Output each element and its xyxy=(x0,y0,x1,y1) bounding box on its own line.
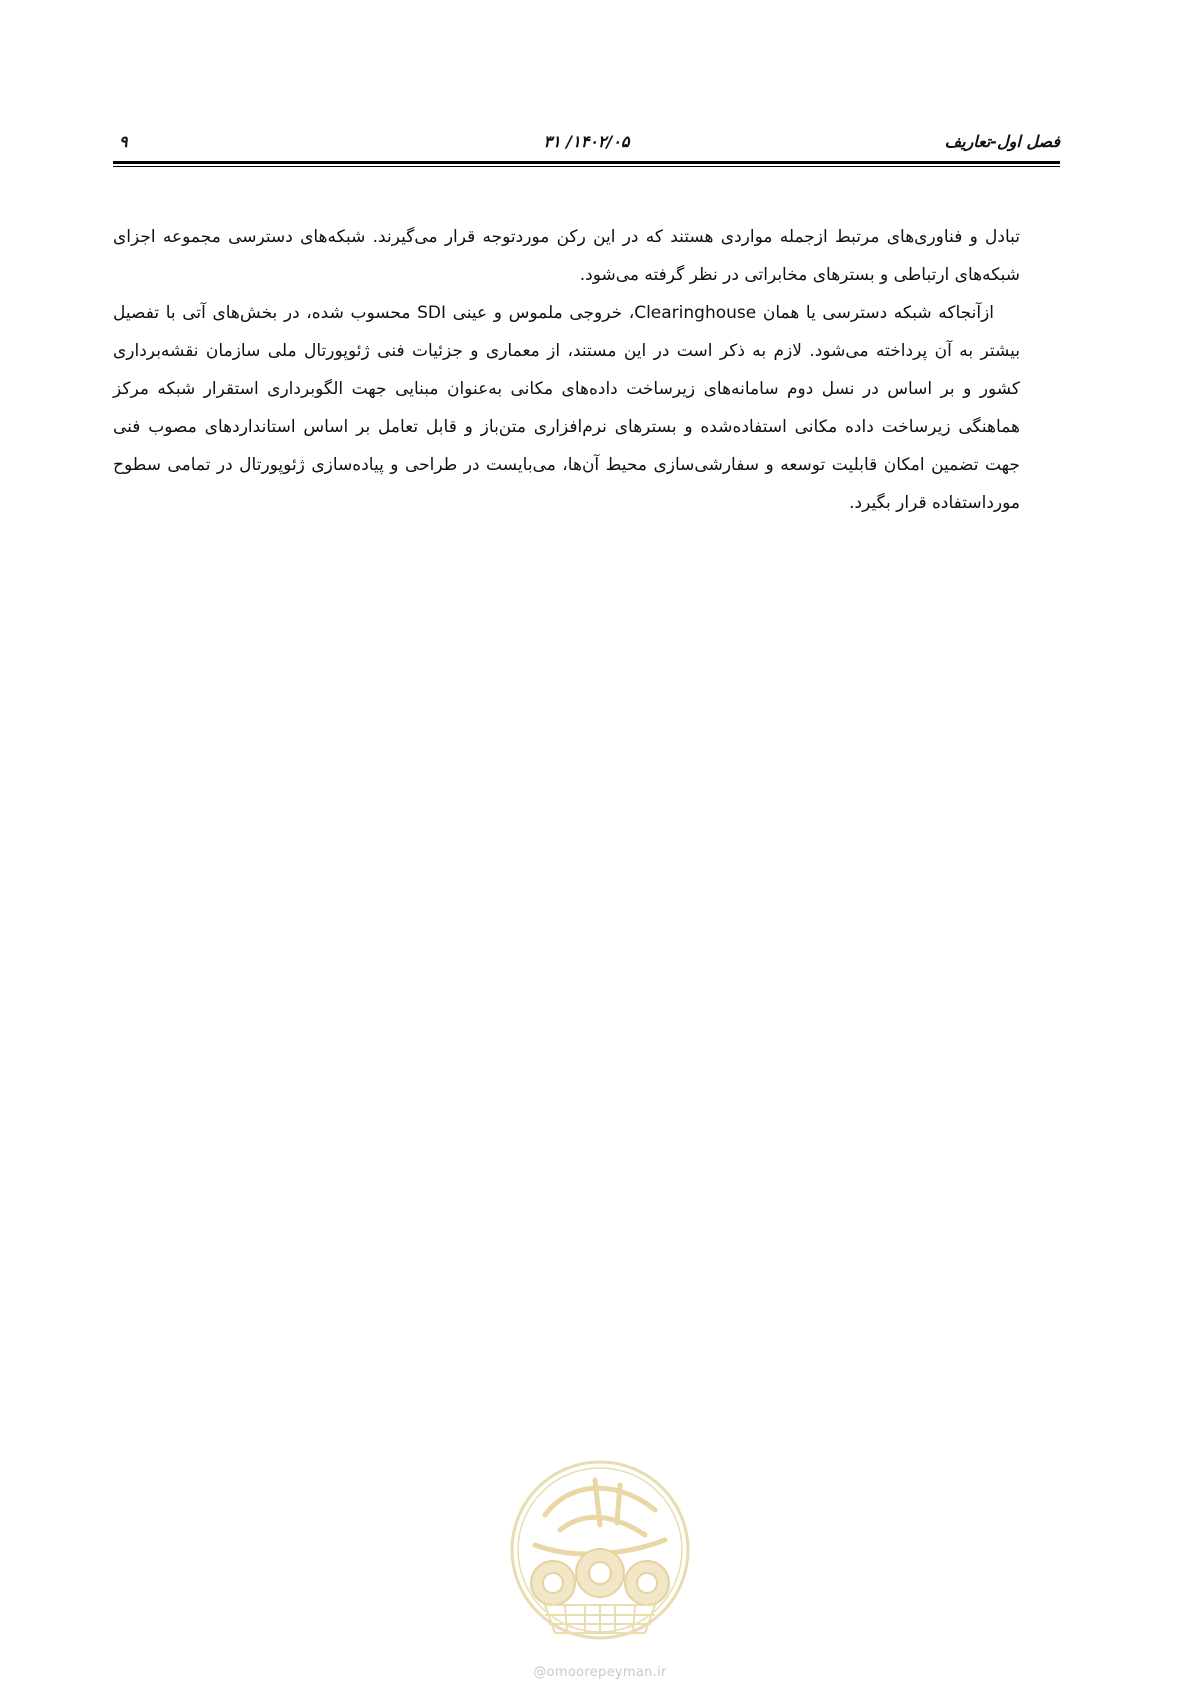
watermark-url: @omoorepeyman.ir xyxy=(533,1665,667,1680)
chapter-title: فصل اول-تعاریف xyxy=(944,132,1060,151)
header-rule-thick xyxy=(113,161,1060,164)
paragraph-2: ازآنجاکه شبکه دسترسی یا همان Clearinghouse، خروجی ملموس و عینی SDI محسوب شده، در بخش‌های آتی با تفصیل بیشتر به آن پرداخته می‌شود. لازم به ذکر است در این مستند، از معماری و جزئیات فنی ژئوپورتال ملی سازمان نقشه‌برداری کشور و بر اساس در نسل دوم سامانه‌های زیرساخت داده‌های مکانی به‌عنوان مبنایی جهت الگوبرداری استقرار شبکه مرکز هماهنگی زیرساخت داده مکانی استفاده‌شده و بسترهای نرم‌افزاری متن‌باز و قابل تعامل بر اساس استانداردهای مصوب فنی جهت تضمین امکان قابلیت توسعه و سفارشی‌سازی محیط آن‌ها، می‌بایست در طراحی و پیاده‌سازی ژئوپورتال در تمامی سطوح مورداستفاده قرار بگیرد. xyxy=(113,303,1020,513)
paragraph-1: تبادل و فناوری‌های مرتبط ازجمله مواردی هستند که در این رکن موردتوجه قرار می‌گیرند. شبکه‌های دسترسی مجموعه اجزای شبکه‌های ارتباطی و بسترهای مخابراتی در نظر گرفته می‌شود. xyxy=(113,227,1020,285)
page-header xyxy=(113,128,1060,156)
header-rule-thin xyxy=(113,166,1060,167)
page-number: ۹ xyxy=(119,132,128,151)
header-date: ۱۴۰۲/۰۵/ ۳۱ xyxy=(543,132,630,151)
body-text xyxy=(113,218,1020,522)
watermark-logo xyxy=(505,1455,695,1660)
